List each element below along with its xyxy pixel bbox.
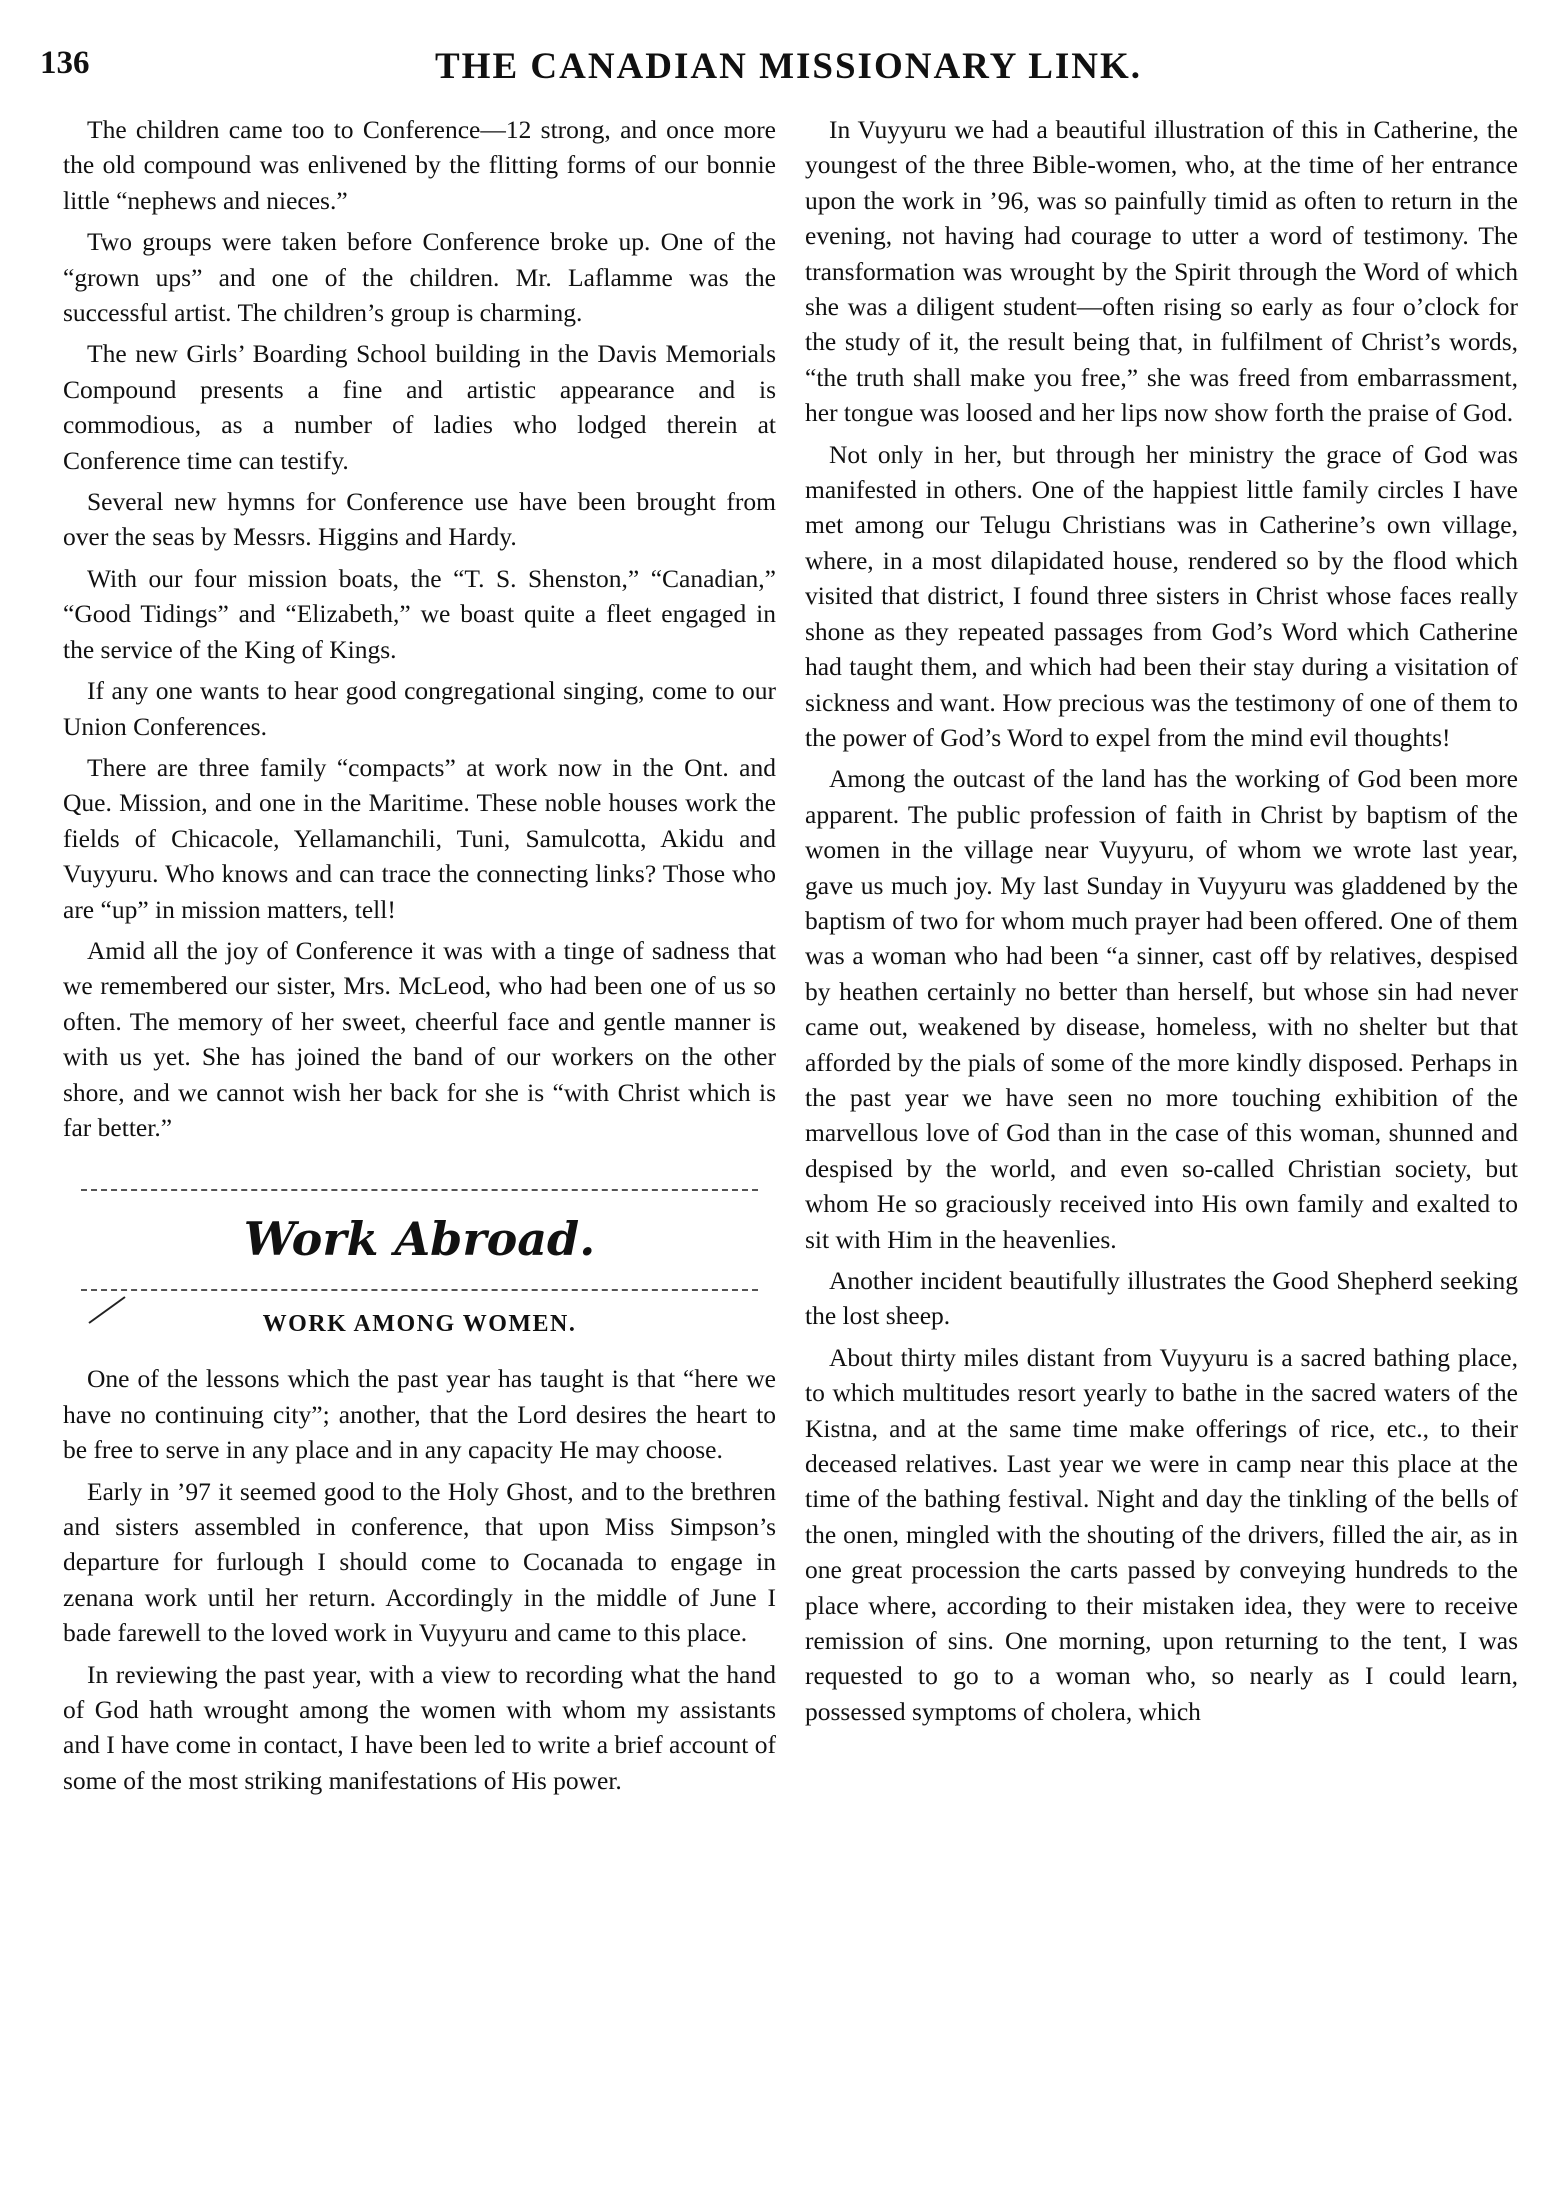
paragraph: Two groups were taken before Conference broke up. One of the “grown ups” and one of the children. Mr. Laflamme was the successful artist. The children’s group is charming. xyxy=(63,227,776,328)
running-title: THE CANADIAN MISSIONARY LINK. xyxy=(435,46,1143,87)
page-number: 136 xyxy=(40,45,90,81)
paragraph: If any one wants to hear good congregational singing, come to our Union Conferences. xyxy=(63,676,776,741)
pencil-mark-icon xyxy=(85,1293,129,1327)
article-title-block xyxy=(63,1309,776,1339)
paragraph: The children came too to Conference—12 strong, and once more the old compound was enlivened by the flitting forms of our bonnie little “nephews and nieces.” xyxy=(63,115,776,215)
paragraph: Another incident beautifully illustrates the Good Shepherd seeking the lost sheep. xyxy=(805,1266,1518,1331)
right-column xyxy=(805,112,1518,1735)
left-column xyxy=(63,112,776,1804)
section-divider-bottom xyxy=(81,1289,758,1291)
paragraph: Not only in her, but through her ministry the grace of God was manifested in others. One of the happiest little family circles I have met among our Telugu Christians was in Catherine’s own village, where, in a most dilapidated house, rendered so by the flood which visited that district, I found three sisters in Christ whose faces really shone as they repeated passages from God’s Word which Catherine had taught them, and which had been their stay during a visitation of sickness and want. How precious was the testimony of one of them to the power of God’s Word to expel from the mind evil thoughts! xyxy=(805,439,1518,752)
paragraph: Early in ’97 it seemed good to the Holy Ghost, and to the brethren and sisters assembled in conference, that upon Miss Simpson’s departure for furlough I should come to Cocanada to engage in zenana work until her return. Accordingly in the middle of June I bade farewell to the loved work in Vuyyuru and came to this place. xyxy=(63,1476,776,1648)
paragraph: One of the lessons which the past year has taught is that “here we have no continuing city”; another, that the Lord desires the heart to be free to serve in any place and in any capacity He may choose. xyxy=(63,1364,776,1465)
paragraph: About thirty miles distant from Vuyyuru is a sacred bathing place, to which multitudes resort yearly to bathe in the sacred waters of the Kistna, and at the same time make offerings of rice, etc., to their deceased relatives. Last year we were in camp near this place at the time of the bathing festival. Night and day the tinkling of the bells of the onen, mingled with the shouting of the drivers, filled the air, as in one great procession the carts passed by conveying hundreds to the place where, according to their mistaken idea, they were to receive remission of sins. One morning, upon returning to the tent, I was requested to go to a woman who, so nearly as I could learn, possessed symptoms of cholera, which xyxy=(805,1342,1518,1726)
paragraph: Amid all the joy of Conference it was with a tinge of sadness that we remembered our sister, Mrs. McLeod, who had been one of us so often. The memory of her sweet, cheerful face and gentle manner is with us yet. She has joined the band of our workers on the other shore, and we cannot wish her back for she is “with Christ which is far better.” xyxy=(63,935,776,1142)
paragraph: The new Girls’ Boarding School building in the Davis Memorials Compound presents a fine and artistic appearance and is commodious, as a number of ladies who lodged therein at Conference time can testify. xyxy=(63,339,776,475)
paragraph: Several new hymns for Conference use have been brought from over the seas by Messrs. Higgins and Hardy. xyxy=(63,487,776,552)
article-title: WORK AMONG WOMEN. xyxy=(262,1311,577,1338)
section-heading: Work Abroad. xyxy=(243,1212,596,1267)
section-divider-top xyxy=(81,1189,758,1191)
paragraph: There are three family “compacts” at work now in the Ont. and Que. Mission, and one in the Maritime. These noble houses work the fields of Chicacole, Yellamanchili, Tuni, Samulcotta, Akidu and Vuyyuru. Who knows and can trace the connecting links? Those who are “up” in mission matters, tell! xyxy=(63,752,776,924)
paragraph: With our four mission boats, the “T. S. Shenston,” “Canadian,” “Good Tidings” and “Elizabeth,” we boast quite a fleet engaged in the service of the King of Kings. xyxy=(63,563,776,664)
page-header xyxy=(40,45,1510,95)
paragraph: Among the outcast of the land has the working of God been more apparent. The public profession of faith in Christ by baptism of the women in the village near Vuyyuru, of whom we wrote last year, gave us much joy. My last Sunday in Vuyyuru was gladdened by the baptism of two for whom much prayer had been offered. One of them was a woman who had been “a sinner, cast off by relatives, despised by heathen certainly no better than herself, but whose sin had never came out, weakened by disease, homeless, with no shelter but that afforded by the pials of some of the more kindly disposed. Perhaps in the past year we have seen no more touching exhibition of the marvellous love of God than in the case of this woman, shunned and despised by the world, and even so-called Christian society, but whom He so graciously received into His own family and exalted to sit with Him in the heavenlies. xyxy=(805,764,1518,1254)
paragraph: In Vuyyuru we had a beautiful illustration of this in Catherine, the youngest of the three Bible-women, who, at the time of her entrance upon the work in ’96, was so painfully timid as often to return in the evening, not having had courage to utter a word of testimony. The transformation was wrought by the Spirit through the Word of which she was a diligent student—often rising so early as four o’clock for the study of it, the result being that, in fulfilment of Christ’s words, “the truth shall make you free,” she was freed from embarrassment, her tongue was loosed and her lips now show forth the praise of God. xyxy=(805,115,1518,428)
paragraph: In reviewing the past year, with a view to recording what the hand of God hath wrought among the women with whom my assistants and I have come in contact, I have been led to write a brief account of some of the most striking manifestations of His power. xyxy=(63,1659,776,1795)
